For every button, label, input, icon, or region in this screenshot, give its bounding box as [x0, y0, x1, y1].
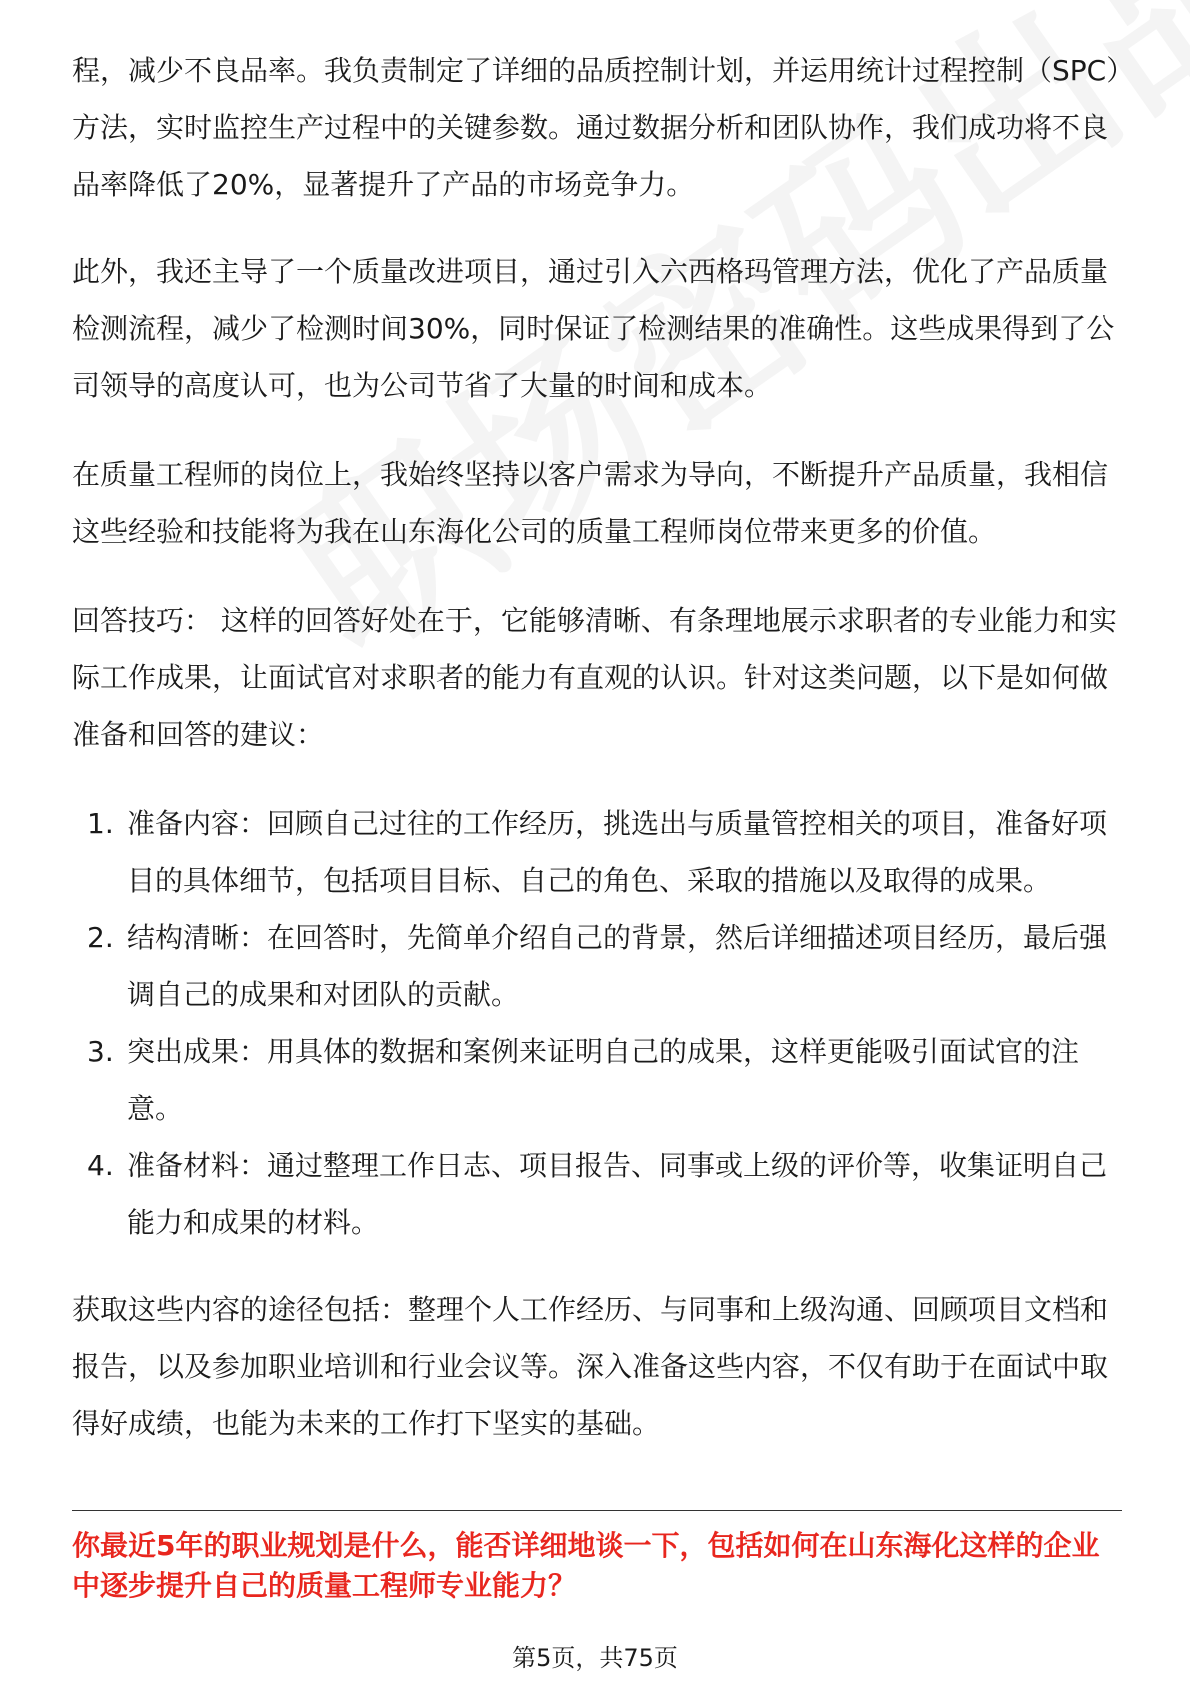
paragraph-summary: 在质量工程师的岗位上，我始终坚持以客户需求为导向，不断提升产品质量，我相信这些经验和技能将为我在山东海化公司的质量工程师岗位带来更多的价值。 [72, 458, 1109, 548]
list-item [72, 1023, 1122, 1137]
list-text: 突出成果：用具体的数据和案例来证明自己的成果，这样更能吸引面试官的注意。 [127, 1035, 1080, 1125]
list-number: 1. [87, 807, 114, 840]
list-text: 准备内容：回顾自己过往的工作经历，挑选出与质量管控相关的项目，准备好项目的具体细节，包括项目目标、自己的角色、采取的措施以及取得的成果。 [127, 807, 1108, 897]
list-number: 3. [87, 1035, 114, 1068]
page-number: 第5页，共75页 [512, 1644, 678, 1672]
list-item [72, 795, 1122, 909]
tips-list [72, 795, 1122, 1251]
paragraph-answer-tips: 回答技巧： 这样的回答好处在于，它能够清晰、有条理地展示求职者的专业能力和实际工作成果，让面试官对求职者的能力有直观的认识。针对这类问题，以下是如何做准备和回答的建议： [72, 604, 1117, 751]
list-text: 准备材料：通过整理工作日志、项目报告、同事或上级的评价等，收集证明自己能力和成果的材料。 [127, 1149, 1108, 1239]
list-text: 结构清晰：在回答时，先简单介绍自己的背景，然后详细描述项目经历，最后强调自己的成果和对团队的贡献。 [127, 921, 1108, 1011]
section-divider [72, 1510, 1122, 1511]
list-item [72, 1137, 1122, 1251]
answer-body [72, 42, 1122, 1484]
paragraph-sources: 获取这些内容的途径包括：整理个人工作经历、与同事和上级沟通、回顾项目文档和报告，以及参加职业培训和行业会议等。深入准备这些内容，不仅有助于在面试中取得好成绩，也能为未来的工作打下坚实的基础。 [72, 1293, 1109, 1440]
list-item [72, 909, 1122, 1023]
list-number: 4. [87, 1149, 114, 1182]
paragraph-six-sigma: 此外，我还主导了一个质量改进项目，通过引入六西格玛管理方法，优化了产品质量检测流程，减少了检测时间30%，同时保证了检测结果的准确性。这些成果得到了公司领导的高度认可，也为公司节省了大量的时间和成本。 [72, 255, 1115, 402]
next-question-heading: 你最近5年的职业规划是什么，能否详细地谈一下，包括如何在山东海化这样的企业中逐步提升自己的质量工程师专业能力？ [72, 1529, 1100, 1602]
list-number: 2. [87, 921, 114, 954]
paragraph-spc-results: 程，减少不良品率。我负责制定了详细的品质控制计划，并运用统计过程控制（SPC）方法，实时监控生产过程中的关键参数。通过数据分析和团队协作，我们成功将不良品率降低了20%，显著提升了产品的市场竞争力。 [72, 54, 1121, 201]
